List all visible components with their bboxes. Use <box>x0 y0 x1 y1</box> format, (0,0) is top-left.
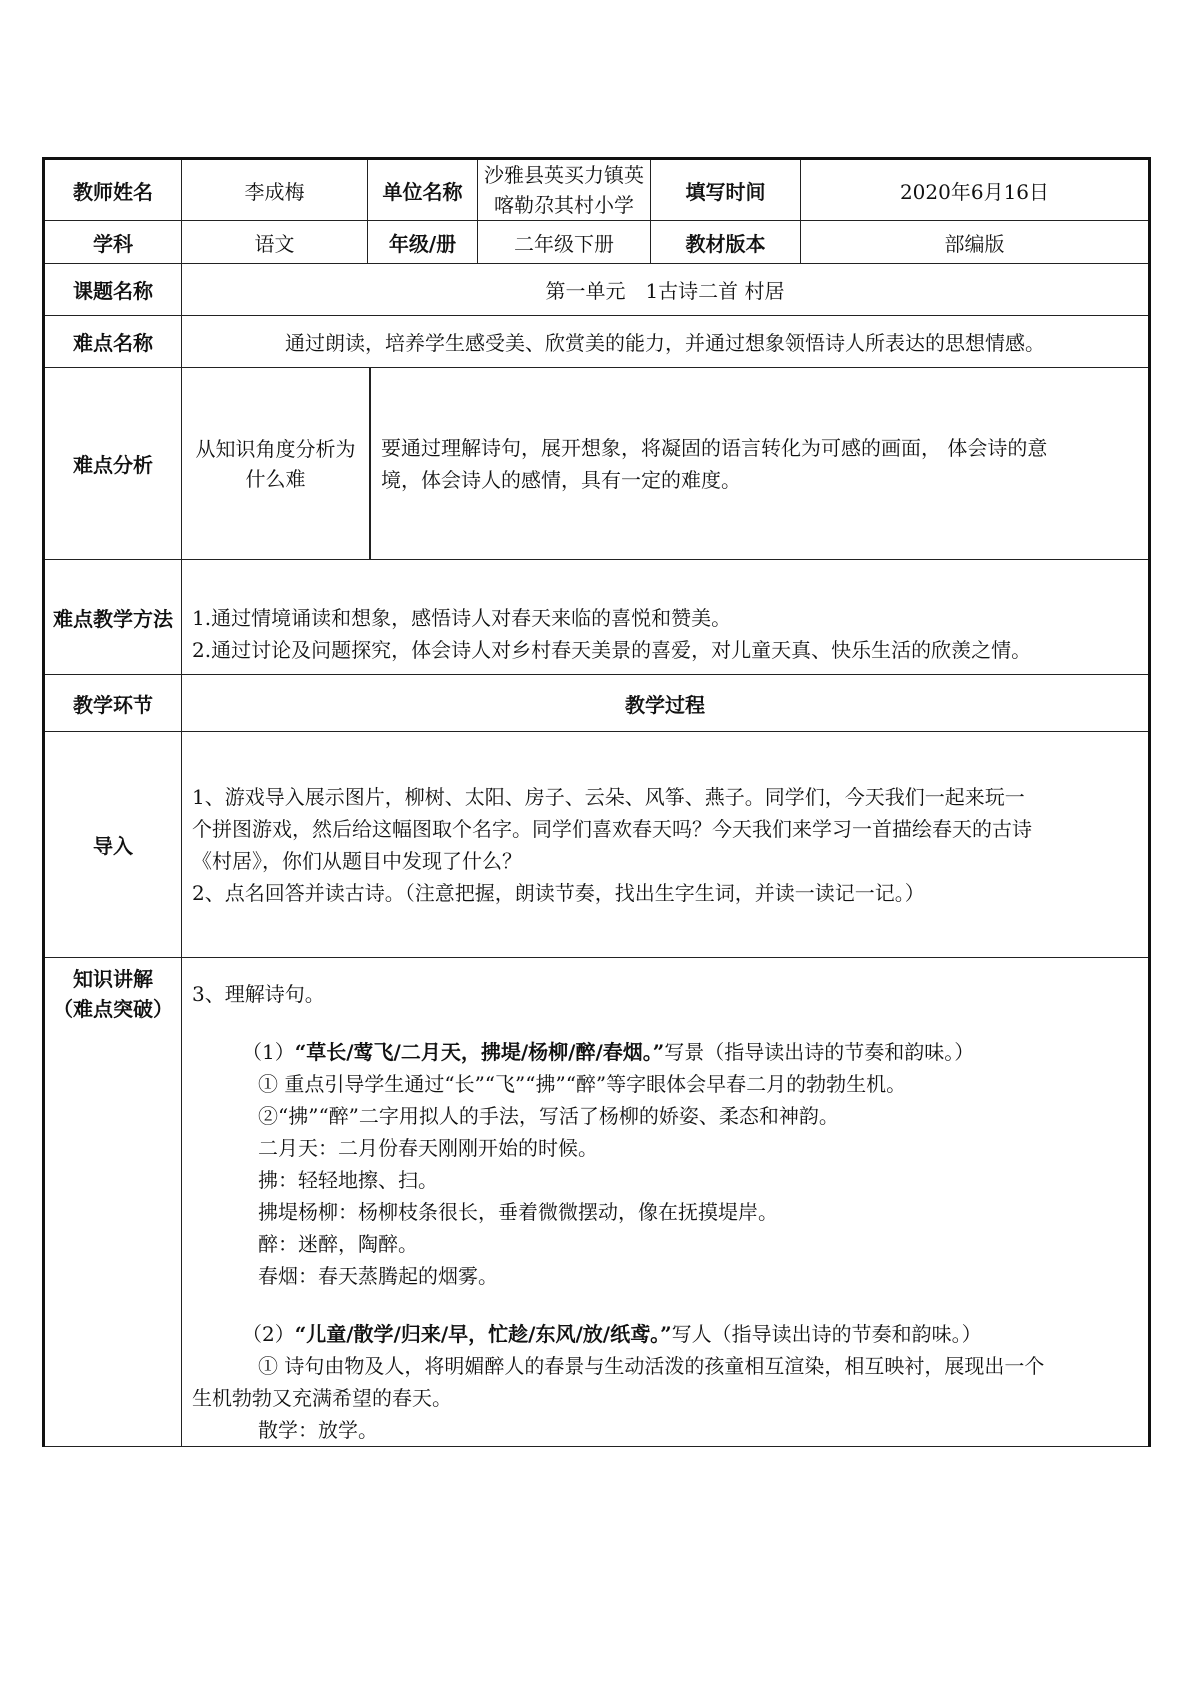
topic-row <box>44 264 1150 316</box>
poem-2-item-cont: 生机勃勃又充满希望的春天。 <box>192 1386 452 1410</box>
subject-label: 学科 <box>44 221 182 264</box>
analysis-row <box>44 368 1150 560</box>
knowledge-label: 知识讲解 （难点突破） <box>44 958 182 1447</box>
poem-line-1-heading: （1）“草长/莺飞/二月天，拂堤/杨柳/醉/春烟。”写景（指导读出诗的节奏和韵味。） <box>242 1040 975 1064</box>
methods-label: 难点教学方法 <box>44 560 182 675</box>
topic-value: 第一单元 1古诗二首 村居 <box>182 264 1150 316</box>
poem-1-item: 醉：迷醉，陶醉。 <box>258 1232 418 1256</box>
edition-label: 教材版本 <box>651 221 801 264</box>
knowledge-content <box>182 958 1150 1447</box>
analysis-sub-label: 从知识角度分析为 什么难 <box>182 368 370 559</box>
unit-name-label: 单位名称 <box>368 159 478 221</box>
subject-value: 语文 <box>182 221 368 264</box>
poem-1-item: ① 重点引导学生通过“长”“飞”“拂”“醉”等字眼体会早春二月的勃勃生机。 <box>258 1072 907 1096</box>
fill-date-label: 填写时间 <box>651 159 801 221</box>
unit-name-line-1: 沙雅县英买力镇英 <box>484 163 644 187</box>
intro-text: 1、游戏导入展示图片，柳树、太阳、房子、云朵、风筝、燕子。同学们，今天我们一起来玩一 个拼图游戏，然后给这幅图取个名字。同学们喜欢春天吗？今天我们来学习一首描绘春天的古诗 《村居》，你们从题目中发现了什么？ 2、点名回答并读古诗。（注意把握，朗读节奏，找出生字生词，并读一读记一记。） <box>182 732 1150 958</box>
process-header-row <box>44 675 1150 732</box>
poem-1-item: 春烟：春天蒸腾起的烟雾。 <box>258 1264 498 1288</box>
teacher-name-value: 李成梅 <box>182 159 368 221</box>
knowledge-row <box>44 958 1150 1447</box>
poem-1-item: 拂堤杨柳：杨柳枝条很长，垂着微微摆动，像在抚摸堤岸。 <box>258 1200 778 1224</box>
poem-2-item: ① 诗句由物及人，将明媚醉人的春景与生动活泼的孩童相互渲染，相互映衬，展现出一个 <box>258 1354 1045 1378</box>
grade-label: 年级/册 <box>368 221 478 264</box>
poem-1-item: ②“拂”“醉”二字用拟人的手法，写活了杨柳的娇姿、柔态和神韵。 <box>258 1104 839 1128</box>
header-row-2 <box>44 221 1150 264</box>
lesson-plan-sheet <box>42 157 1148 1447</box>
poem-2-item: 散学：放学。 <box>258 1418 378 1442</box>
fill-date-value: 2020年6月16日 <box>801 159 1150 221</box>
unit-name-line-2: 喀勒尕其村小学 <box>494 193 634 217</box>
poem-1-item: 拂：轻轻地擦、扫。 <box>258 1168 438 1192</box>
header-row-1 <box>44 159 1150 221</box>
process-step-label: 教学环节 <box>44 675 182 732</box>
analysis-text: 要通过理解诗句，展开想象，将凝固的语言转化为可感的画面， 体会诗的意 境，体会诗人的感情，具有一定的难度。 <box>381 435 1048 492</box>
analysis-label: 难点分析 <box>44 368 182 560</box>
edition-value: 部编版 <box>801 221 1150 264</box>
poem-1-item: 二月天：二月份春天刚刚开始的时候。 <box>258 1136 598 1160</box>
grade-value: 二年级下册 <box>478 221 651 264</box>
intro-label: 导入 <box>44 732 182 958</box>
analysis-cell <box>182 368 1150 560</box>
intro-row <box>44 732 1150 958</box>
knowledge-step: 3、理解诗句。 <box>192 982 325 1006</box>
methods-text: 1.通过情境诵读和想象，感悟诗人对春天来临的喜悦和赞美。 2.通过讨论及问题探究，体会诗人对乡村春天美景的喜爱，对儿童天真、快乐生活的欣羡之情。 <box>182 560 1150 675</box>
teacher-name-label: 教师姓名 <box>44 159 182 221</box>
difficulty-value: 通过朗读，培养学生感受美、欣赏美的能力，并通过想象领悟诗人所表达的思想情感。 <box>182 316 1150 368</box>
difficulty-label: 难点名称 <box>44 316 182 368</box>
unit-name-value <box>478 159 651 221</box>
process-title: 教学过程 <box>182 675 1150 732</box>
methods-row <box>44 560 1150 675</box>
lesson-plan-table <box>42 157 1151 1447</box>
poem-line-2-heading: （2）“儿童/散学/归来/早，忙趁/东风/放/纸鸢。”写人（指导读出诗的节奏和韵味。） <box>242 1322 982 1346</box>
topic-label: 课题名称 <box>44 264 182 316</box>
difficulty-row <box>44 316 1150 368</box>
